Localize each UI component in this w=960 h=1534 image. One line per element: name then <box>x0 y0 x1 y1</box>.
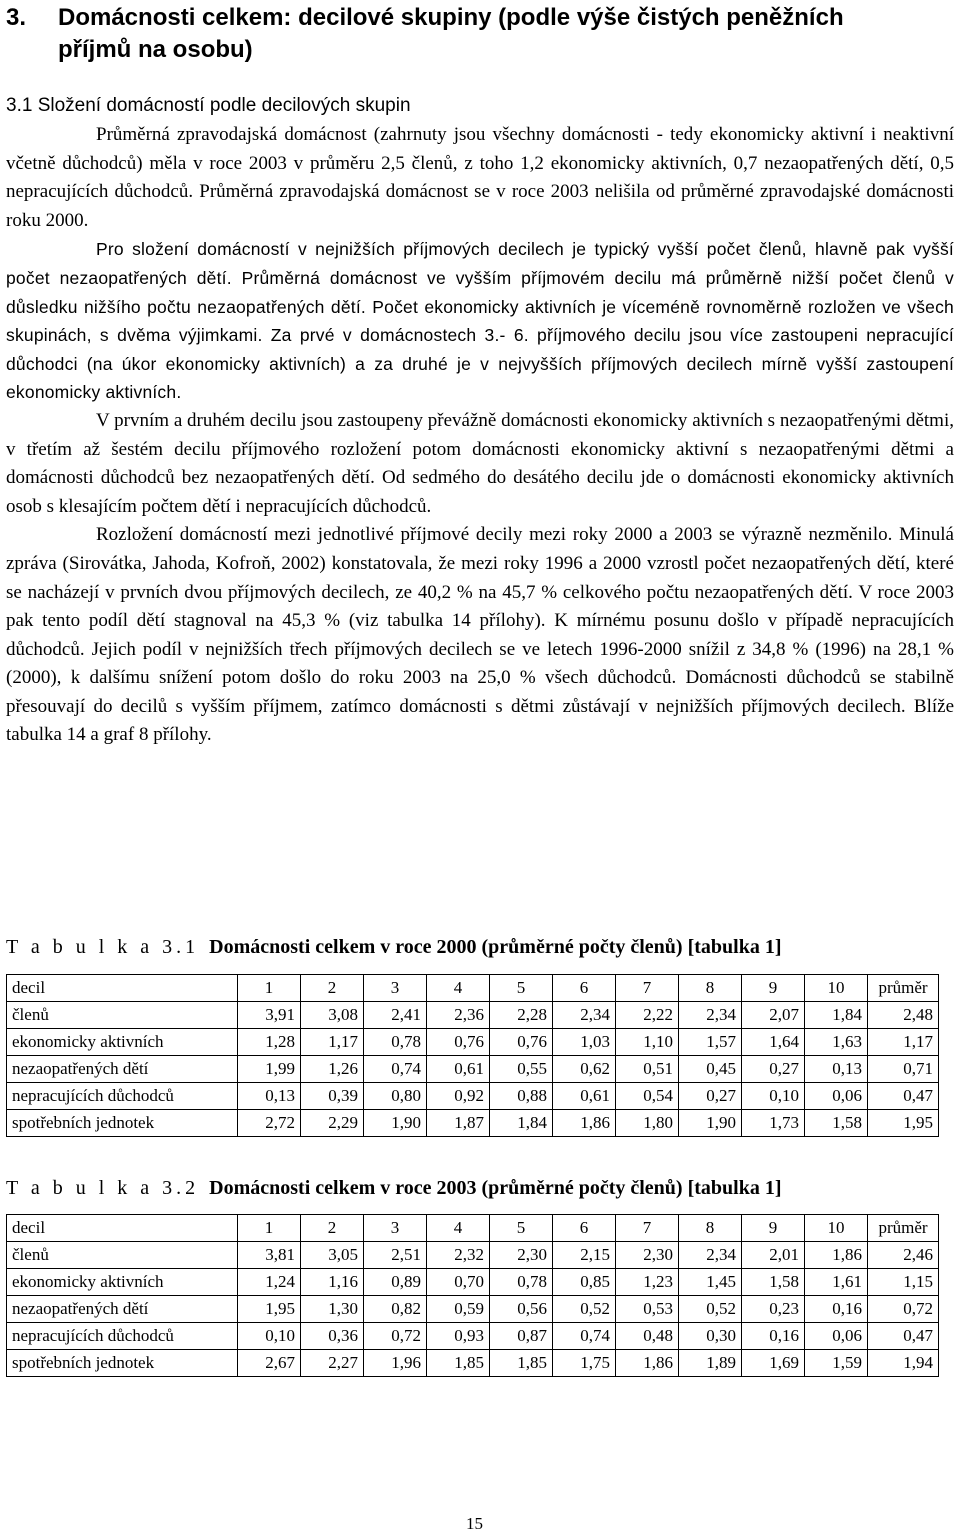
table-cell: 2,67 <box>238 1350 301 1377</box>
paragraph: Rozložení domácností mezi jednotlivé příjmové decily mezi roky 2000 a 2003 se výrazně nezměnilo. Minulá zpráva (Sirovátka, Jahoda, Kofroň, 2002) konstatovala, že mezi roky 1996 a 2000 vzrostl počet nezaopatřených dětí, které se nacházejí v prvních dvou příjmových decilech, ze 40,2 % na 45,7 % celkového počtu nezaopatřených dětí. V roce 2003 pak tento podíl dětí stagnoval na 45,3 % (viz tabulka 14 přílohy). K mírnému posunu došlo v případě nepracujících důchodců. Jejich podíl v nejnižších třech příjmových decilech se ve letech 1996-2000 snížil z 34,8 % (1996) na 28,1 % (2000), k dalšímu snížení potom došlo do roku 2003 na 25,0 % všech důchodců. Domácnosti důchodců se stabilně přesouvají do decilů s vyšším příjmem, zatímco domácnosti s dětmi zůstávají v nejnižších příjmových decilech. Blíže tabulka 14 a graf 8 přílohy. <box>6 524 954 746</box>
table-cell: 0,72 <box>868 1296 939 1323</box>
table-cell: 0,82 <box>364 1296 427 1323</box>
table-cell: 1,84 <box>490 1110 553 1137</box>
table-cell: 9 <box>742 1215 805 1242</box>
table-cell: 1,17 <box>868 1029 939 1056</box>
table-cell: 1,30 <box>301 1296 364 1323</box>
table-row <box>7 1242 939 1269</box>
table-cell: 8 <box>679 975 742 1002</box>
subsection-heading: 3.1 Složení domácností podle decilových skupin <box>6 95 411 116</box>
table-cell: 0,16 <box>742 1323 805 1350</box>
table-cell: 2,46 <box>868 1242 939 1269</box>
section-number: 3. <box>6 4 27 31</box>
table-cell: 0,53 <box>616 1296 679 1323</box>
table1-caption <box>6 934 782 960</box>
table-cell: 0,80 <box>364 1083 427 1110</box>
table-cell: 0,72 <box>364 1323 427 1350</box>
table-cell: 0,62 <box>553 1056 616 1083</box>
table-cell: 0,78 <box>490 1269 553 1296</box>
table-cell: 4 <box>427 975 490 1002</box>
table-row <box>7 1002 939 1029</box>
table-row <box>7 1110 939 1137</box>
table-cell: 0,89 <box>364 1269 427 1296</box>
table-cell: 0,87 <box>490 1323 553 1350</box>
table-cell: 2,51 <box>364 1242 427 1269</box>
table-cell: 9 <box>742 975 805 1002</box>
table-cell: 0,47 <box>868 1323 939 1350</box>
table-cell: 5 <box>490 975 553 1002</box>
paragraph: V prvním a druhém decilu jsou zastoupeny převážně domácnosti ekonomicky aktivních s nezaopatřenými dětmi, v třetím až šestém decilu příjmového rozložení potom domácnosti ekonomicky aktivní s nezaopatřenými dětmi a domácnosti důchodců bez nezaopatřených dětí. Od sedmého do desátého decilu jde o domácnosti ekonomicky aktivních osob s klesajícím počtem dětí i nepracujících důchodců. <box>6 409 954 517</box>
table-cell: 1,90 <box>679 1110 742 1137</box>
row-label-cell: spotřebních jednotek <box>7 1350 238 1377</box>
table-cell: 2,15 <box>553 1242 616 1269</box>
row-label-cell: nepracujících důchodců <box>7 1323 238 1350</box>
table-cell: 2,07 <box>742 1002 805 1029</box>
table-cell: 10 <box>805 1215 868 1242</box>
table-cell: 1,85 <box>427 1350 490 1377</box>
table-cell: 0,06 <box>805 1323 868 1350</box>
table-cell: 2,34 <box>679 1242 742 1269</box>
table-row <box>7 1029 939 1056</box>
page-number: 15 <box>466 1514 483 1533</box>
table-cell: 1,69 <box>742 1350 805 1377</box>
table-cell: 1,16 <box>301 1269 364 1296</box>
table-cell: 1,87 <box>427 1110 490 1137</box>
table-cell: 1,95 <box>868 1110 939 1137</box>
table-cell: 1 <box>238 1215 301 1242</box>
section-heading <box>6 0 954 66</box>
table-cell: 1,63 <box>805 1029 868 1056</box>
table-row <box>7 1083 939 1110</box>
table-row <box>7 1323 939 1350</box>
table-cell: 1,73 <box>742 1110 805 1137</box>
table-cell: 1,86 <box>805 1242 868 1269</box>
table-cell: 1,90 <box>364 1110 427 1137</box>
table-cell: 0,74 <box>553 1323 616 1350</box>
row-label-cell: nepracujících důchodců <box>7 1083 238 1110</box>
table2-label: T a b u l k a 3.2 <box>6 1177 200 1199</box>
table1 <box>6 974 939 1137</box>
table-cell: 1,75 <box>553 1350 616 1377</box>
table-cell: 0,10 <box>742 1083 805 1110</box>
table-cell: 2,29 <box>301 1110 364 1137</box>
table-cell: 2,01 <box>742 1242 805 1269</box>
row-label-cell: spotřebních jednotek <box>7 1110 238 1137</box>
row-label-cell: nezaopatřených dětí <box>7 1296 238 1323</box>
section-title-line2: příjmů na osobu) <box>58 36 253 63</box>
row-label-cell: členů <box>7 1242 238 1269</box>
table-cell: 0,93 <box>427 1323 490 1350</box>
table-cell: 0,76 <box>490 1029 553 1056</box>
table-cell: 0,16 <box>805 1296 868 1323</box>
table-cell: 0,48 <box>616 1323 679 1350</box>
table-cell: 7 <box>616 1215 679 1242</box>
table-cell: průměr <box>868 975 939 1002</box>
table-cell: 0,27 <box>679 1083 742 1110</box>
table-row <box>7 1056 939 1083</box>
table-cell: 2 <box>301 1215 364 1242</box>
table-row <box>7 1269 939 1296</box>
table-cell: 3,81 <box>238 1242 301 1269</box>
table-cell: 0,23 <box>742 1296 805 1323</box>
table-cell: 3,08 <box>301 1002 364 1029</box>
table-cell: 2,48 <box>868 1002 939 1029</box>
table-cell: 0,55 <box>490 1056 553 1083</box>
table-cell: 1,23 <box>616 1269 679 1296</box>
paragraph: Pro složení domácností v nejnižších příjmových decilech je typický vyšší počet členů, hlavně pak vyšší počet nezaopatřených dětí. Průměrná domácnost ve vyšším příjmovém decilu má průměrně nižší počet členů v důsledku nižšího počtu nezaopatřených dětí. Počet ekonomicky aktivních je víceméně rovnoměrně rozložen ve všech skupinách, s dvěma výjimkami. Za prvé v domácnostech 3.- 6. příjmového decilu jsou více zastoupeni nepracující důchodci (na úkor ekonomicky aktivních) a za druhé je v nejvyšších příjmových decilech mírně vyšší zastoupení ekonomicky aktivních. <box>6 239 954 403</box>
table-cell: 1,94 <box>868 1350 939 1377</box>
table-cell: 0,78 <box>364 1029 427 1056</box>
body-text <box>6 121 954 750</box>
table-cell: 1,45 <box>679 1269 742 1296</box>
table-row <box>7 1350 939 1377</box>
table-cell: 0,85 <box>553 1269 616 1296</box>
table-cell: 2,41 <box>364 1002 427 1029</box>
table-cell: 1,15 <box>868 1269 939 1296</box>
table-cell: 0,88 <box>490 1083 553 1110</box>
table-cell: 0,06 <box>805 1083 868 1110</box>
table-cell: 1,95 <box>238 1296 301 1323</box>
table-cell: 1,84 <box>805 1002 868 1029</box>
table-cell: 0,70 <box>427 1269 490 1296</box>
table-cell: 2,34 <box>553 1002 616 1029</box>
table-cell: 0,10 <box>238 1323 301 1350</box>
section-title-line1: Domácnosti celkem: decilové skupiny (podle výše čistých peněžních <box>58 4 844 31</box>
table-cell: 1 <box>238 975 301 1002</box>
table-cell: 1,80 <box>616 1110 679 1137</box>
row-label-cell: ekonomicky aktivních <box>7 1029 238 1056</box>
table-cell: 8 <box>679 1215 742 1242</box>
table-cell: 1,58 <box>805 1110 868 1137</box>
table-cell: 0,13 <box>238 1083 301 1110</box>
table-cell: 2,22 <box>616 1002 679 1029</box>
table-cell: 0,56 <box>490 1296 553 1323</box>
table-cell: 10 <box>805 975 868 1002</box>
table-cell: 0,74 <box>364 1056 427 1083</box>
table2-title: Domácnosti celkem v roce 2003 (průměrné počty členů) [tabulka 1] <box>209 1177 782 1199</box>
table-row <box>7 1296 939 1323</box>
table1-label: T a b u l k a 3.1 <box>6 936 200 958</box>
table-cell: 0,51 <box>616 1056 679 1083</box>
table-cell: 1,58 <box>742 1269 805 1296</box>
table-cell: 0,61 <box>553 1083 616 1110</box>
table1-title: Domácnosti celkem v roce 2000 (průměrné počty členů) [tabulka 1] <box>209 936 782 958</box>
table-cell: 0,13 <box>805 1056 868 1083</box>
row-label-cell: decil <box>7 975 238 1002</box>
table-cell: 1,59 <box>805 1350 868 1377</box>
table-cell: 1,26 <box>301 1056 364 1083</box>
table-cell: 3 <box>364 975 427 1002</box>
table-cell: 0,27 <box>742 1056 805 1083</box>
table-cell: 0,45 <box>679 1056 742 1083</box>
table-cell: 2,32 <box>427 1242 490 1269</box>
row-label-cell: nezaopatřených dětí <box>7 1056 238 1083</box>
table-header-row <box>7 975 939 1002</box>
table-cell: průměr <box>868 1215 939 1242</box>
table-cell: 7 <box>616 975 679 1002</box>
table-header-row <box>7 1215 939 1242</box>
table-cell: 5 <box>490 1215 553 1242</box>
table-cell: 6 <box>553 1215 616 1242</box>
table-cell: 2,28 <box>490 1002 553 1029</box>
table2-caption <box>6 1175 782 1201</box>
table-cell: 0,92 <box>427 1083 490 1110</box>
table-cell: 1,99 <box>238 1056 301 1083</box>
table-cell: 2,30 <box>490 1242 553 1269</box>
table2 <box>6 1214 939 1377</box>
table-cell: 2,27 <box>301 1350 364 1377</box>
table-cell: 4 <box>427 1215 490 1242</box>
table-cell: 1,03 <box>553 1029 616 1056</box>
table-cell: 1,24 <box>238 1269 301 1296</box>
table-cell: 2,72 <box>238 1110 301 1137</box>
table-cell: 1,89 <box>679 1350 742 1377</box>
table-cell: 0,54 <box>616 1083 679 1110</box>
table-cell: 0,59 <box>427 1296 490 1323</box>
paragraph: Průměrná zpravodajská domácnost (zahrnuty jsou všechny domácnosti - tedy ekonomicky aktivní i neaktivní včetně důchodců) měla v roce 2003 v průměru 2,5 členů, z toho 1,2 ekonomicky aktivních, 0,7 nezaopatřených dětí, 0,5 nepracujících důchodců. Průměrná zpravodajská domácnost se v roce 2003 nelišila od průměrné zpravodajské domácnosti roku 2000. <box>6 124 954 231</box>
table-cell: 2,30 <box>616 1242 679 1269</box>
row-label-cell: decil <box>7 1215 238 1242</box>
table-cell: 0,71 <box>868 1056 939 1083</box>
table-cell: 2,36 <box>427 1002 490 1029</box>
table-cell: 0,39 <box>301 1083 364 1110</box>
row-label-cell: členů <box>7 1002 238 1029</box>
table-cell: 1,28 <box>238 1029 301 1056</box>
table-cell: 1,64 <box>742 1029 805 1056</box>
row-label-cell: ekonomicky aktivních <box>7 1269 238 1296</box>
table-cell: 1,17 <box>301 1029 364 1056</box>
table-cell: 2,34 <box>679 1002 742 1029</box>
table-cell: 0,52 <box>679 1296 742 1323</box>
table-cell: 0,76 <box>427 1029 490 1056</box>
table-cell: 3,05 <box>301 1242 364 1269</box>
table-cell: 3 <box>364 1215 427 1242</box>
table-cell: 0,61 <box>427 1056 490 1083</box>
table-cell: 3,91 <box>238 1002 301 1029</box>
table-cell: 1,10 <box>616 1029 679 1056</box>
table-cell: 6 <box>553 975 616 1002</box>
table-cell: 0,30 <box>679 1323 742 1350</box>
table-cell: 0,47 <box>868 1083 939 1110</box>
table-cell: 1,57 <box>679 1029 742 1056</box>
table-cell: 1,61 <box>805 1269 868 1296</box>
table-cell: 0,36 <box>301 1323 364 1350</box>
table-cell: 1,86 <box>553 1110 616 1137</box>
table-cell: 1,96 <box>364 1350 427 1377</box>
table-cell: 0,52 <box>553 1296 616 1323</box>
table-cell: 2 <box>301 975 364 1002</box>
table-cell: 1,85 <box>490 1350 553 1377</box>
table-cell: 1,86 <box>616 1350 679 1377</box>
